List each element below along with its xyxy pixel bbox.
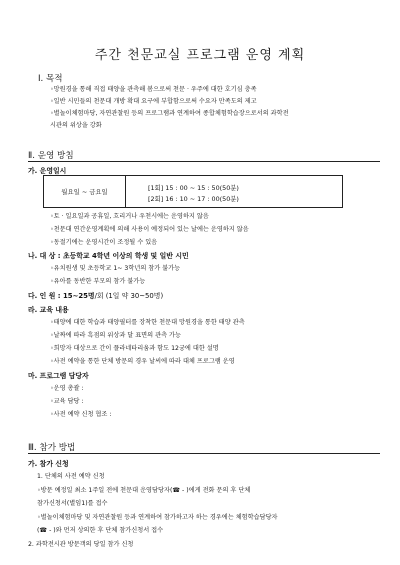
application-item: 참가신청서(별임1)를 접수 <box>37 500 108 507</box>
purpose-item: ◦별놀이체험마당, 자연관찰원 등의 프로그램과 연계하여 종합체험학습장으로서의 과학전 <box>50 110 289 117</box>
application-item: 2. 과학전시관 방문객의 당일 참가 신청 <box>28 541 134 548</box>
schedule-note: ◦동절기에는 운영시간이 조정될 수 있음 <box>50 239 158 246</box>
target-label: 나. 대 상 : <box>28 252 61 260</box>
subheading-staff: 마. 프로그램 담당자 <box>28 372 89 380</box>
schedule-table <box>43 175 343 208</box>
schedule-days: 월요일 ~ 금요일 <box>61 188 108 196</box>
purpose-item: 시관의 위상을 강화 <box>50 122 102 129</box>
schedule-slot-1: [1회] 15 : 00 ~ 15 : 50(50분) <box>148 184 239 192</box>
schedule-slot-2: [2회] 16 : 10 ~ 17 : 00(50분) <box>148 195 239 203</box>
application-item: 1. 단체의 사전 예약 신청 <box>37 473 105 480</box>
section-heading-policy: Ⅱ. 운영 방침 <box>28 151 74 161</box>
section-heading-purpose: Ⅰ. 목적 <box>38 74 63 84</box>
subheading-schedule: 가. 운영일시 <box>28 167 67 175</box>
schedule-divider <box>125 176 126 207</box>
application-item: ◦방문 예정일 최소 1주일 전에 천문대 운영담당자(☎ - )에게 전화 문의 후 단체 <box>37 487 251 494</box>
subheading-headcount <box>28 290 163 300</box>
section-heading-participation: Ⅲ. 참가 방법 <box>28 443 76 453</box>
subheading-application: 가. 참가 신청 <box>28 460 69 468</box>
target-item: ◦유치원생 및 초등학교 1~ 3학년의 참가 불가능 <box>50 265 181 272</box>
purpose-item: ◦일반 시민들의 천문대 개방 확대 요구에 부합함으로써 수요자 만족도의 제고 <box>50 98 257 105</box>
headcount-detail: /회 (1일 약 30~50명) <box>94 292 164 300</box>
section-divider <box>28 161 380 162</box>
headcount-label: 다. 인 원 : <box>28 292 61 300</box>
subheading-content: 라. 교육 내용 <box>28 306 69 314</box>
content-item: ◦태양에 대한 학습과 태양필터를 장착한 천문대 망원경을 통한 태양 관측 <box>50 319 245 326</box>
page-title: 주간 천문교실 프로그램 운영 계획 <box>94 48 306 63</box>
staff-item: ◦사전 예약 신청 협조 : <box>50 411 112 418</box>
subheading-target <box>28 250 189 260</box>
schedule-note: ◦천문대 연간운영계획에 의해 사용이 예정되어 있는 날에는 운영하지 않음 <box>50 226 249 233</box>
headcount-value: 15~25명 <box>62 292 95 300</box>
application-item: ◦별놀이체험마당 및 자연관찰원 등과 연계하여 참가하고자 하는 경우에는 체험학습담당자 <box>37 514 278 521</box>
content-item: ◦날짜에 따라 흑점의 위상과 달 표면의 관측 가능 <box>50 332 181 339</box>
content-item: ◦사전 예약을 통한 단체 방문의 경우 날씨에 따라 대체 프로그램 운영 <box>50 358 235 365</box>
target-item: ◦유아를 동반한 부모의 참가 불가능 <box>50 278 146 285</box>
staff-item: ◦교육 담당 : <box>50 398 84 405</box>
purpose-item: ◦망원경을 통해 직접 태양을 관측해 봄으로써 천문 · 우주에 대한 호기심 충족 <box>50 86 257 93</box>
schedule-note: ◦토 · 일요일과 공휴일, 흐리거나 우천시에는 운영하지 않음 <box>50 213 209 220</box>
target-value: 초등학교 4학년 이상의 학생 및 일반 시민 <box>62 252 189 260</box>
application-item: (☎ - )와 먼저 상의한 후 단체 참가신청서 접수 <box>37 527 164 534</box>
section-divider <box>28 453 380 454</box>
staff-item: ◦운영 총괄 : <box>50 385 84 392</box>
content-item: ◦희망자 대상으로 간이 플라네타리움과 함도 12궁에 대한 설명 <box>50 345 219 352</box>
